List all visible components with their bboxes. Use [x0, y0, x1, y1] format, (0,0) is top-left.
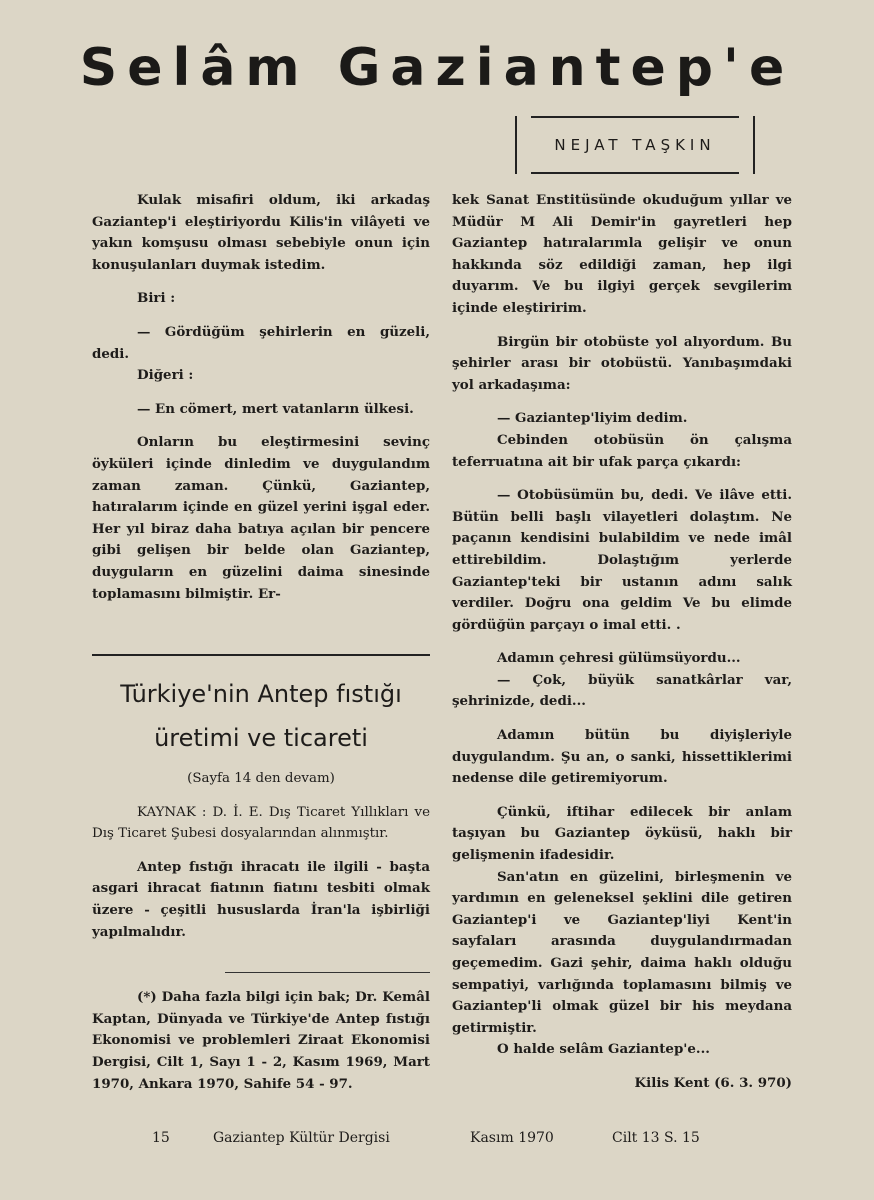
source-note: KAYNAK : D. İ. E. Dış Ticaret Yıllıkları ve Dış Ticaret Şubesi dosyalarından alınmıştır. — [92, 804, 430, 842]
right-column — [452, 190, 792, 1095]
paragraph: Çünkü, iftihar edilecek bir anlam taşıyan bu Gaziantep öyküsü, haklı bir gelişmenin ifadesidir. — [452, 803, 792, 864]
paragraph: Birgün bir otobüste yol alıyordum. Bu şehirler arası bir otobüstü. Yanıbaşımdaki yol arkadaşıma: — [452, 333, 792, 393]
paragraph: — Gaziantep'liyim dedim. — [497, 410, 688, 427]
paragraph: Adamın bütün bu diyişleriyle duygulandım. Şu an, o sanki, hissettiklerimi nedense dile getiremiyorum. — [452, 727, 792, 787]
paragraph: — Gördüğüm şehirlerin en güzeli, dedi. — [92, 323, 430, 362]
paragraph: O halde selâm Gaziantep'e... — [497, 1041, 710, 1058]
section-divider — [92, 654, 430, 656]
sub-article-title: Türkiye'nin Antep fıstığı üretimi ve ticareti — [120, 680, 402, 752]
journal-name: Gaziantep Kültür Dergisi — [213, 1130, 390, 1146]
signature-line: Kilis Kent (6. 3. 970) — [634, 1074, 792, 1091]
paragraph: Cebinden otobüsün ön çalışma teferruatına ait bir ufak parça çıkardı: — [452, 431, 792, 470]
article-title: Selâm Gaziantep'e — [79, 38, 795, 98]
continued-note: (Sayfa 14 den devam) — [187, 771, 335, 786]
paragraph: — En cömert, mert vatanların ülkesi. — [137, 400, 414, 417]
paragraph: — Otobüsümün bu, dedi. Ve ilâve etti. Bütün belli başlı vilayetleri dolaştım. Ne paçanın kendisini bulabildim ve nede imâl ettirebildim. Dolaştığım yerlerde Gaziantep'teki bir ustanın adını salık verdiler. Doğru ona geldim Ve bu elimde gördüğün parçayı o imal etti. . — [452, 487, 792, 633]
paragraph: kek Sanat Enstitüsünde okuduğum yıllar ve Müdür M Ali Demir'in gayretleri hep Gaziantep hatıralarımla gelişir ve onun hakkında söz edildiği zaman, hep ilgi duyarım. Ve bu ilgiyi gerçek sevgilerim içinde eleştiririm. — [452, 192, 792, 316]
paragraph: Diğeri : — [137, 367, 194, 384]
paragraph: Onların bu eleştirmesini sevinç öyküleri içinde dinledim ve duygulandım zaman zaman. Çünkü, Gaziantep, hatıralarım içinde en güzel yerini işgal eder. Her yıl biraz daha batıya açılan bir pencere gibi gelişen bir belde olan Gaziantep, duyguların en güzelini daima sinesinde toplamasını bilmiştir. Er- — [92, 434, 430, 602]
paragraph: Antep fıstığı ihracatı ile ilgili - başta asgari ihracat fiatının fiatını tesbiti olmak üzere - çeşitli hususlarda İran'la işbirliği yapılmalıdır. — [92, 858, 430, 940]
left-column — [92, 190, 430, 605]
author-name: NEJAT TAŞKIN — [554, 136, 716, 154]
footnote: (*) Daha fazla bilgi için bak; Dr. Kemâl Kaptan, Dünyada ve Türkiye'de Antep fıstığı Ekonomisi ve problemleri Ziraat Ekonomisi Dergisi, Cilt 1, Sayı 1 - 2, Kasım 1969, Mart 1970, Ankara 1970, Sahife 54 - 97. — [92, 989, 430, 1092]
sub-article-body — [92, 768, 430, 1095]
author-box — [515, 116, 755, 174]
volume-info: Cilt 13 S. 15 — [612, 1130, 700, 1146]
paragraph: San'atın en güzelini, birleşmenin ve yardımın en geleneksel şeklini dile getiren Gaziantep'i ve Gaziantep'liyi Kent'in sayfaları arasında duygulandırmadan geçemedim. Gazi şehir, daima haklı olduğu sempatiyi, varlığında toplamasını bilmiş ve Gaziantep'li olmak güzel bir his meydana getirmiştir. — [452, 868, 792, 1036]
paragraph: Adamın çehresi gülümsüyordu... — [497, 650, 741, 667]
footnote-divider — [225, 972, 430, 973]
paragraph: Kulak misafiri oldum, iki arkadaş Gaziantep'i eleştiriyordu Kilis'in vilâyeti ve yakın komşusu olması sebebiyle onun için konuşulanları duymak istedim. — [92, 192, 430, 273]
issue-date: Kasım 1970 — [470, 1130, 554, 1146]
paragraph: — Çok, büyük sanatkârlar var, şehrinizde, dedi... — [452, 671, 792, 710]
paragraph: Biri : — [137, 290, 176, 307]
page-number: 15 — [152, 1130, 170, 1146]
